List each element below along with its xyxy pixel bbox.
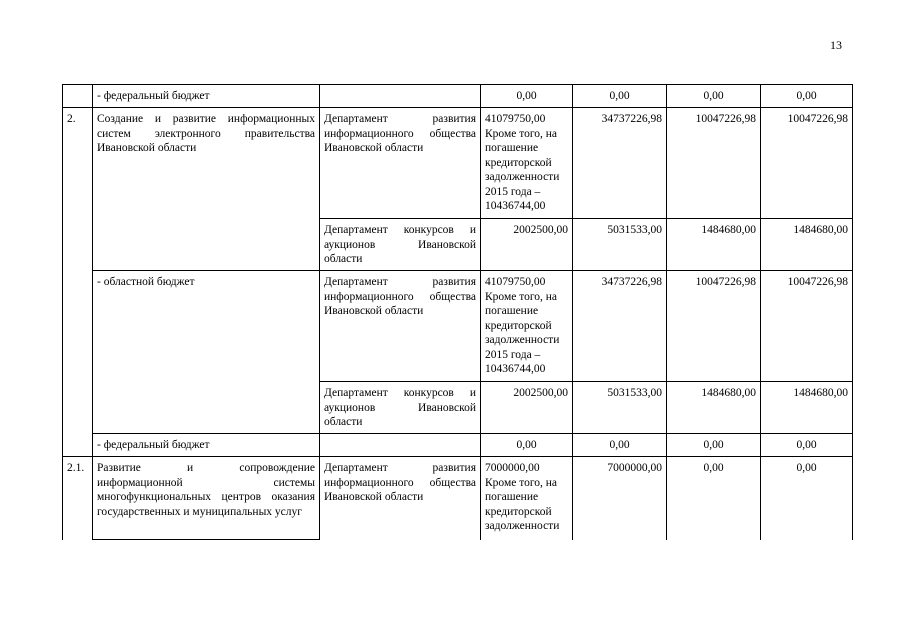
amount-2018-cell: 0,00	[667, 434, 761, 457]
row-number-cell: 2.1.	[63, 457, 93, 540]
amount-2019-cell: 1484680,00	[761, 382, 853, 434]
row-number-cell: 2.	[63, 108, 93, 457]
amount-2016-cell: 0,00	[481, 85, 573, 108]
amount-2019-cell: 0,00	[761, 457, 853, 540]
amount-2018-cell: 1484680,00	[667, 219, 761, 271]
amount-2016-cell: 2002500,00	[481, 382, 573, 434]
table-row	[63, 108, 853, 219]
table-row	[63, 85, 853, 108]
department-cell	[320, 85, 481, 108]
table-row	[63, 271, 853, 382]
amount-2018-cell: 10047226,98	[667, 108, 761, 219]
amount-2017-cell: 34737226,98	[573, 271, 667, 382]
amount-2018-cell: 0,00	[667, 457, 761, 540]
row-name-cell: Развитие и сопровождение информационной системы многофункциональных центров оказания государственных и муниципальных услуг	[93, 457, 320, 540]
amount-2016-cell: 7000000,00 Кроме того, на погашение кредиторской задолженности	[481, 457, 573, 540]
amount-2016-cell: 2002500,00	[481, 219, 573, 271]
department-cell: Департамент развития информационного общества Ивановской области	[320, 457, 481, 540]
amount-2017-cell: 0,00	[573, 85, 667, 108]
table-row	[63, 457, 853, 540]
amount-2017-cell: 34737226,98	[573, 108, 667, 219]
amount-2016-cell: 0,00	[481, 434, 573, 457]
amount-2017-cell: 7000000,00	[573, 457, 667, 540]
department-cell: Департамент развития информационного общества Ивановской области	[320, 271, 481, 382]
department-cell	[320, 434, 481, 457]
amount-2019-cell: 10047226,98	[761, 108, 853, 219]
amount-2018-cell: 1484680,00	[667, 382, 761, 434]
row-name-cell: Создание и развитие информационных систем электронного правительства Ивановской области	[93, 108, 320, 271]
department-cell: Департамент развития информационного общества Ивановской области	[320, 108, 481, 219]
department-cell: Департамент конкурсов и аукционов Ивановской области	[320, 382, 481, 434]
amount-2019-cell: 10047226,98	[761, 271, 853, 382]
amount-2016-cell: 41079750,00 Кроме того, на погашение кредиторской задолженности 2015 года – 10436744,00	[481, 108, 573, 219]
amount-2017-cell: 5031533,00	[573, 219, 667, 271]
amount-2016-cell: 41079750,00 Кроме того, на погашение кредиторской задолженности 2015 года – 10436744,00	[481, 271, 573, 382]
row-name-cell: - федеральный бюджет	[93, 85, 320, 108]
row-name-cell: - федеральный бюджет	[93, 434, 320, 457]
amount-2019-cell: 1484680,00	[761, 219, 853, 271]
table-row	[63, 434, 853, 457]
amount-2017-cell: 5031533,00	[573, 382, 667, 434]
amount-2018-cell: 0,00	[667, 85, 761, 108]
amount-2019-cell: 0,00	[761, 85, 853, 108]
amount-2018-cell: 10047226,98	[667, 271, 761, 382]
amount-2019-cell: 0,00	[761, 434, 853, 457]
department-cell: Департамент конкурсов и аукционов Ивановской области	[320, 219, 481, 271]
budget-table	[62, 84, 853, 540]
page-number: 13	[830, 38, 842, 52]
row-name-cell: - областной бюджет	[93, 271, 320, 434]
amount-2017-cell: 0,00	[573, 434, 667, 457]
row-number-cell	[63, 85, 93, 108]
